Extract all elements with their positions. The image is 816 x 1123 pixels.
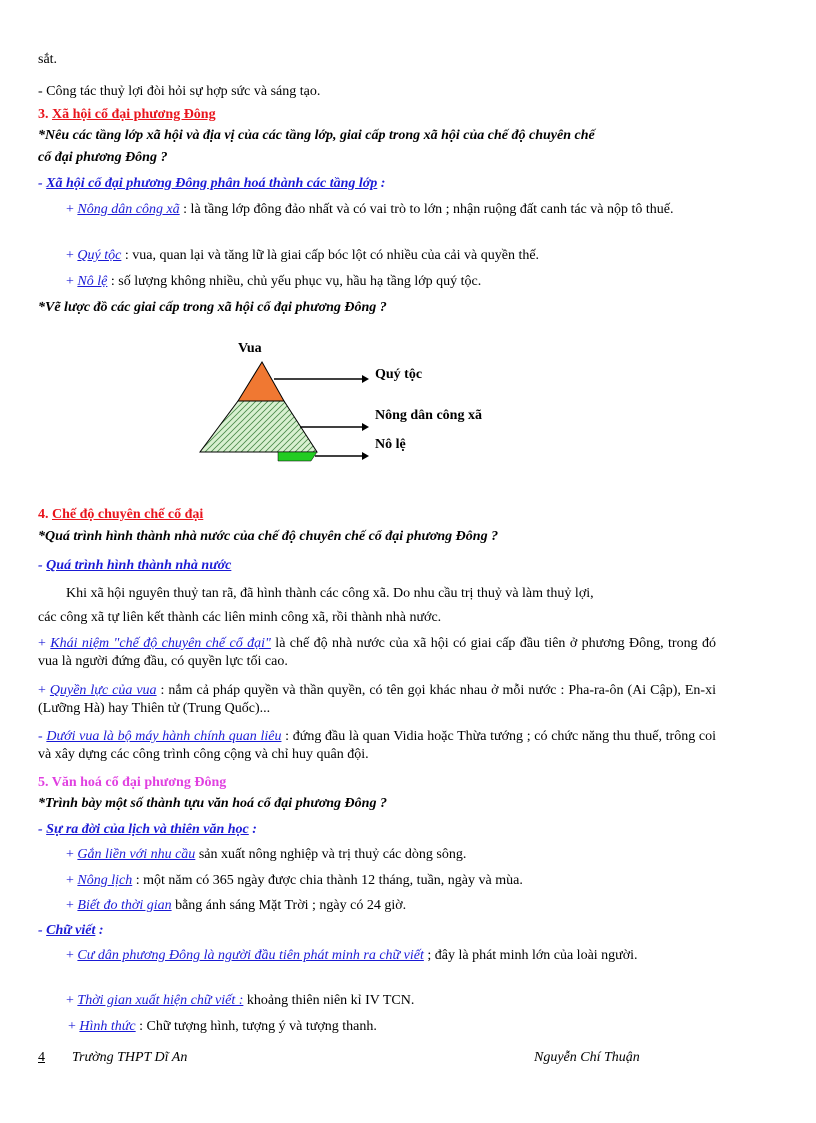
label-vua: Vua bbox=[238, 341, 262, 356]
paragraph-thoi-gian: + Thời gian xuất hiện chữ viết : khoảng thiên niên kỉ IV TCN. bbox=[66, 993, 415, 1008]
footer-school: Trường THPT Dĩ An bbox=[72, 1050, 188, 1065]
question-4: *Trình bày một số thành tựu văn hoá cổ đại phương Đông ? bbox=[38, 796, 387, 811]
question-3: *Quá trình hình thành nhà nước của chế độ chuyên chế cổ đại phương Đông ? bbox=[38, 529, 499, 544]
pyramid-top-vua bbox=[238, 362, 284, 401]
footer-author: Nguyễn Chí Thuận bbox=[534, 1050, 640, 1065]
paragraph-line: Khi xã hội nguyên thuỷ tan rã, đã hình thành các công xã. Do nhu cầu trị thuỷ và làm thuỷ lợi, bbox=[66, 586, 594, 601]
paragraph-no-le: + Nô lệ : số lượng không nhiều, chủ yếu phục vụ, hầu hạ tầng lớp quý tộc. bbox=[66, 274, 482, 289]
question-2: *Vẽ lược đồ các giai cấp trong xã hội cổ đại phương Đông ? bbox=[38, 300, 387, 315]
paragraph-biet-do: + Biết đo thời gian bằng ánh sáng Mặt Trời ; ngày có 24 giờ. bbox=[66, 898, 407, 913]
text-line: sắt. bbox=[38, 52, 58, 67]
paragraph-quyen-luc: + Quyền lực của vua : nắm cả pháp quyền và thần quyền, có tên gọi khác nhau ở mỗi nước : Pha-ra-ôn (Ai Cập), En-xi (Lưỡng Hà) hay Thiên tử (Trung Quốc)... bbox=[38, 683, 716, 716]
subheading: - Sự ra đời của lịch và thiên văn học : bbox=[38, 822, 257, 837]
pyramid-middle-nong-dan bbox=[200, 401, 317, 452]
question-1-cont: cổ đại phương Đông ? bbox=[38, 150, 168, 165]
class-pyramid-diagram bbox=[190, 335, 530, 470]
paragraph-quy-toc: + Quý tộc : vua, quan lại và tăng lữ là giai cấp bóc lột có nhiều của cải và quyền thế. bbox=[66, 248, 540, 263]
pyramid-bottom-no-le bbox=[278, 452, 317, 461]
subheading: - Quá trình hình thành nhà nước bbox=[38, 558, 232, 573]
paragraph-gan-lien: + Gắn liền với nhu cầu sản xuất nông nghiệp và trị thuỷ các dòng sông. bbox=[66, 847, 467, 862]
label-no-le: Nô lệ bbox=[375, 437, 406, 452]
paragraph-hinh-thuc: + Hình thức : Chữ tượng hình, tượng ý và tượng thanh. bbox=[68, 1019, 377, 1034]
arrowhead-icon bbox=[362, 423, 369, 431]
paragraph-bo-may: - Dưới vua là bộ máy hành chính quan liêu : đứng đầu là quan Vidia hoặc Thừa tướng ; có chức năng thu thuế, trông coi và xây dựng các công trình công cộng và chỉ huy quân đội. bbox=[38, 729, 716, 762]
question-1: *Nêu các tầng lớp xã hội và địa vị của các tầng lớp, giai cấp trong xã hội của chế độ chuyên chế bbox=[38, 128, 595, 143]
subheading: - Xã hội cổ đại phương Đông phân hoá thành các tầng lớp : bbox=[38, 176, 386, 191]
text-line: - Công tác thuỷ lợi đòi hỏi sự hợp sức và sáng tạo. bbox=[38, 84, 321, 99]
paragraph-khai-niem: + Khái niệm "chế độ chuyên chế cổ đại" là chế độ nhà nước của xã hội có giai cấp đầu tiên ở phương Đông, trong đó vua là người đứng đầu, có quyền lực tối cao. bbox=[38, 636, 716, 669]
arrowhead-icon bbox=[362, 375, 369, 383]
section-4-heading: 4. Chế độ chuyên chế cổ đại bbox=[38, 507, 204, 522]
label-quy-toc: Quý tộc bbox=[375, 367, 423, 382]
paragraph-nong-dan: + Nông dân công xã : là tầng lớp đông đảo nhất và có vai trò to lớn ; nhận ruộng đất canh tác và nộp tô thuế. bbox=[66, 202, 674, 217]
subheading: - Chữ viết : bbox=[38, 923, 104, 938]
label-nong-dan: Nông dân công xã bbox=[375, 408, 482, 423]
section-5-heading: 5. Văn hoá cổ đại phương Đông bbox=[38, 775, 227, 790]
paragraph-cu-dan: + Cư dân phương Đông là người đầu tiên phát minh ra chữ viết ; đây là phát minh lớn của loài người. bbox=[66, 948, 638, 963]
arrowhead-icon bbox=[362, 452, 369, 460]
paragraph-nong-lich: + Nông lịch : một năm có 365 ngày được chia thành 12 tháng, tuần, ngày và mùa. bbox=[66, 873, 523, 888]
paragraph-line: các công xã tự liên kết thành các liên minh công xã, rồi thành nhà nước. bbox=[38, 610, 442, 625]
page-number: 4 bbox=[38, 1050, 45, 1065]
section-3-heading: 3. Xã hội cổ đại phương Đông bbox=[38, 107, 216, 122]
